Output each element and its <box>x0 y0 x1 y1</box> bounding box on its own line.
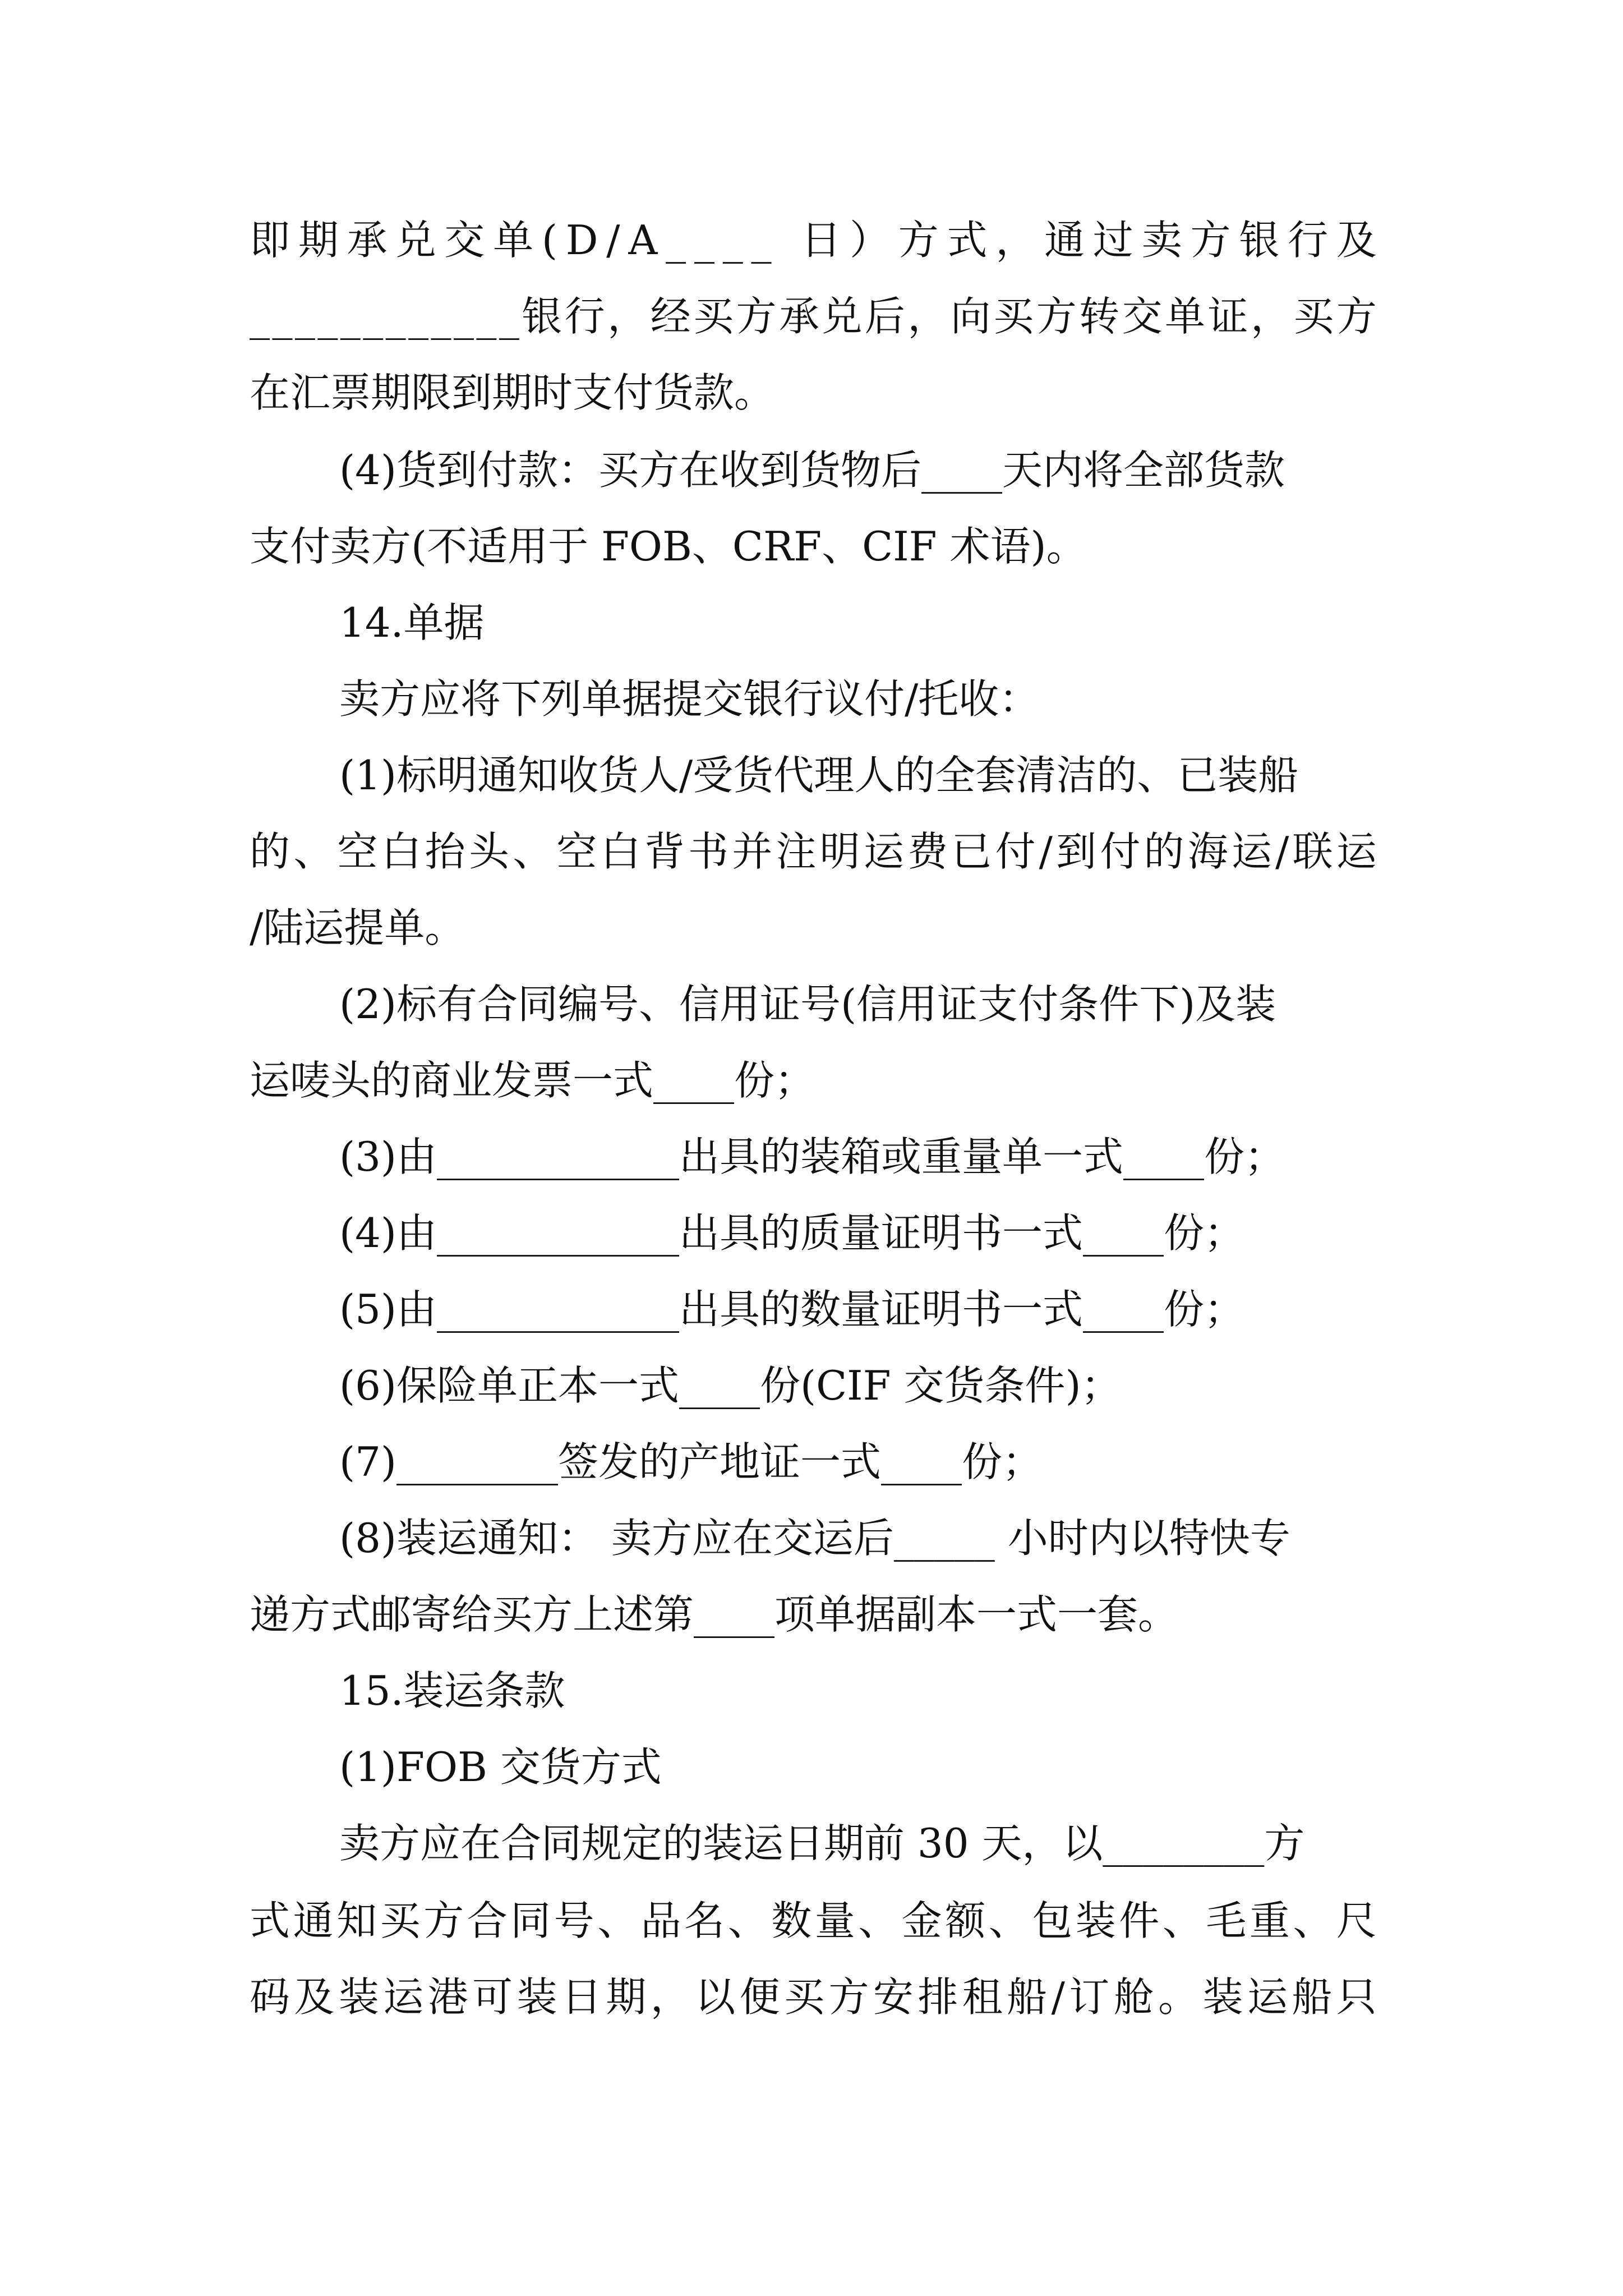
text-line-3: 在汇票期限到期时支付货款。 <box>250 369 775 416</box>
section-heading-documents: 14.单据 <box>339 599 485 646</box>
text-line-13: (3)由____________出具的装箱或重量单一式____份； <box>339 1133 1285 1180</box>
text-line-14: (4)由____________出具的质量证明书一式____份； <box>339 1209 1244 1257</box>
text-line-15: (5)由____________出具的数量证明书一式____份； <box>339 1286 1244 1333</box>
text-line-11: (2)标有合同编号、信用证号(信用证支付条件下)及装 <box>339 981 1276 1028</box>
text-line-17: (7)________签发的产地证一式____份； <box>339 1438 1043 1485</box>
text-line-19: 递方式邮寄给买方上述第____项单据副本一式一套。 <box>250 1591 1179 1638</box>
text-line-5: 支付卖方(不适用于 FOB、CRF、CIF 术语)。 <box>250 523 1087 570</box>
text-line-12: 运唛头的商业发票一式____份； <box>250 1057 815 1104</box>
text-line-1: 即 期 承 兑 交 单 ( D / A _ _ _ _ 日 ） 方 式 ， 通 过 卖 方 银 行 及 <box>250 217 1377 264</box>
text-line-22: 卖方应在合同规定的装运日期前 30 天，以________方 <box>339 1820 1305 1867</box>
text-line-9: 的 、 空 白 抬 头 、 空 白 背 书 并 注 明 运 费 已 付 / 到 付 的 海 运 / 联 运 <box>250 828 1377 875</box>
text-line-10: /陆运提单。 <box>250 904 465 951</box>
text-line-16: (6)保险单正本一式____份(CIF 交货条件)； <box>339 1362 1122 1409</box>
text-line-18: (8)装运通知： 卖方应在交运后_____ 小时内以特快专 <box>339 1515 1290 1562</box>
text-line-23: 式 通 知 买 方 合 同 号 、 品 名 、 数 量 、 金 额 、 包 装 件 、 毛 重 、 尺 <box>250 1897 1377 1944</box>
text-line-7: 卖方应将下列单据提交银行议付/托收： <box>339 675 1040 723</box>
text-line-2: _ _ _ _ _ _ _ _ _ _ _ _ 银 行 ， 经 买 方 承 兑 后 ， 向 买 方 转 交 单 证 ， 买 方 <box>250 293 1377 340</box>
text-line-4: (4)货到付款：买方在收到货物后____天内将全部货款 <box>339 447 1285 494</box>
text-line-8: (1)标明通知收货人/受货代理人的全套清洁的、已装船 <box>339 752 1299 799</box>
text-line-24: 码 及 装 运 港 可 装 日 期 ， 以 便 买 方 安 排 租 船 / 订 舱 。 装 运 船 只 <box>250 1973 1377 2021</box>
section-heading-shipment: 15.装运条款 <box>339 1667 565 1714</box>
text-line-21: (1)FOB 交货方式 <box>339 1743 662 1791</box>
